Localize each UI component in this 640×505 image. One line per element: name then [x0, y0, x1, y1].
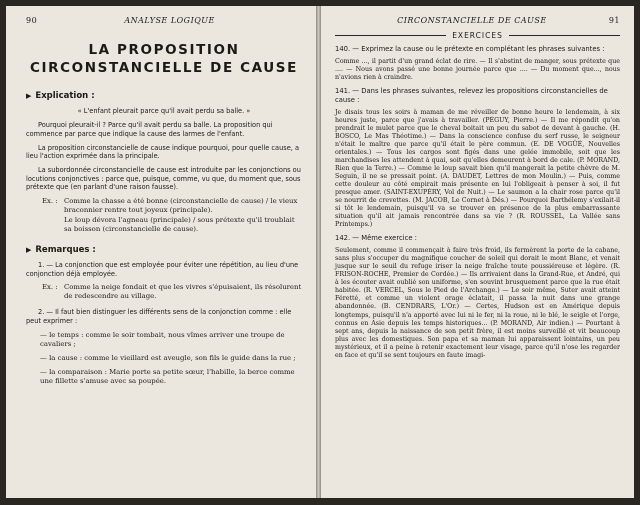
remarque-2: 2. — Il faut bien distinguer les différents sens de la conjonction comme : elle peut exprimer : — [26, 308, 292, 325]
title-line-2: CIRCONSTANCIELLE DE CAUSE — [30, 60, 298, 77]
divider — [509, 35, 620, 36]
exercise-141-text: Je disais tous les soirs à maman de me réveiller de bonne heure le lendemain, à six heures juste, parce que j'avais à travailler. (PÉGUY, Pierre.) — Il me répondit qu'on prendrait le mulet parce que le cheval boitait un peu du sabot de devant à gauche. (H. BOSCO, Le Mas Théotime.) — Dans la conscience confuse du serf russe, le seigneur n'était le maître que parce qu'il était le père commun. (E. DE VOGÜÉ, Nouvelles orientales.) — Tous les cargos sont figés dans une gelée immobile, soit que les marchandises les attendent à quai, soit qu'elles demeurent à bord de cale. (P. MORAND, Rien que la Terre.) — Comme le loup savait bien qu'il mangerait la petite chèvre de M. Seguin, il ne se pressait point. (A. DAUDET, Lettres de mon Moulin.) — Puis, comme cette douleur au côté empirait mais présente en lui l'obligeait à penser à soi, il fut presque amer. (SAINT-EXUPÉRY, Vol de Nuit.) — Le saumon a la chair rose parce qu'il se nourrit de crevettes. (M. JACOB, Le Cornet à Dés.) — Pourquoi Barthélemy s'exilait-il si tôt le lendemain, puisqu'il va se trouver en présence de la plus embarrassante situation qu'il ait jamais rencontrée dans sa vie ? (R. ROUSSEL, La Vallée sans Printemps.) — [335, 108, 620, 229]
quote-line-2: Pourquoi pleurait-il ? Parce qu'il avait perdu sa balle. La proposition qui commence par parce que indique la cause des larmes de l'enfant. — [26, 121, 273, 138]
example-1 — [42, 197, 302, 235]
triangle-bullet-icon: ▶ — [26, 245, 32, 254]
title-line-1: LA PROPOSITION — [88, 42, 240, 58]
right-header — [335, 16, 620, 25]
example-1-line-2: Le loup dévora l'agneau (principale) / sous prétexte qu'il troublait sa boisson (circonstancielle de cause). — [64, 216, 295, 233]
remarque-1: 1. — La conjonction que est employée pour éviter une répétition, au lieu d'une conjonction déjà employée. — [26, 260, 299, 278]
exercise-141-title: 141. — Dans les phrases suivantes, relevez les propositions circonstancielles de cause : — [335, 86, 608, 104]
exercise-140-title: 140. — Exprimez la cause ou le prétexte en complétant les phrases suivantes : — [335, 45, 605, 53]
divider — [335, 35, 446, 36]
exercise-142-text: Seulement, comme il commençait à faire très froid, ils fermèrent la porte de la cabane, sans plus s'occuper du magnifique coucher de soleil qui dorait le mont Blanc, et venait jusque sur le seuil du refuge iriser la neige fraîche toute poussiéreuse et légère. (R. FRISON-ROCHE, Premier de Cordée.) — Ils arrivaient dans la Grand-Rue, et André, qui à les écouter avait oublié son uniforme, s'en souvint brusquement parce que la rue était habitée. (R. VERCEL, Sous le Pied de l'Archange.) — Le soir même, Suter avait atteint Féretté, et comme un violent orage éclatait, il passa la nuit dans une grange abandonnée. (B. CENDRARS, L'Or.) — Certes, Hudson est en Amérique depuis longtemps, puisqu'il n'a apporté avec lui ni le fer, ni la roue, ni le blé, le seigle et l'orge, connus en Asie depuis les temps historiques... (P. MORAND, Air indien.) — Pourtant à sept ans, depuis la naissance de son petit frère, il est moins surveillé et vit beaucoup plus avec les domestiques. Son papa et sa maman lui apparaissent lointains, un peu mystérieux, et il a peine à retenir exactement leur visage, parce qu'il n'ose les regarder en face et qu'il se sent toujours en faute imagi- — [335, 247, 620, 359]
example-1-label: Ex. : — [42, 197, 58, 206]
exercices-heading: EXERCICES — [335, 31, 620, 40]
remarques-heading: ▶ Remarques : — [26, 244, 96, 255]
para-subordonnee: La subordonnée circonstancielle de cause est introduite par les conjonctions ou locutions conjonctives : parce que, puisque, comme, vu que, du moment que, sous prétexte que (en parlant d'une raison fausse). — [26, 165, 301, 192]
left-running-head: ANALYSE LOGIQUE — [124, 16, 215, 25]
left-page — [6, 6, 316, 498]
triangle-bullet-icon: ▶ — [26, 92, 32, 101]
right-page — [321, 6, 634, 498]
exercise-142-title: 142. — Même exercice : — [335, 234, 417, 243]
right-page-number: 91 — [608, 16, 620, 25]
example-1-line-1: Comme la chasse a été bonne (circonstancielle de cause) / le vieux braconnier rentre tout joyeux (principale). — [64, 197, 298, 215]
exercise-140-text: Comme ..., il partit d'un grand éclat de rire. — Il s'abstint de manger, sous prétexte que .... — Nous avons passé une bonne journée parce que .... — Du moment que..., nous n'avions rien à craindre. — [335, 57, 620, 81]
example-2 — [42, 283, 302, 302]
item-cause: — la cause : comme le vieillard est aveugle, son fils le guide dans la rue ; — [40, 353, 296, 362]
right-running-head: CIRCONSTANCIELLE DE CAUSE — [397, 16, 547, 25]
explication-heading: ▶ Explication : — [26, 91, 95, 102]
para-cause: La proposition circonstancielle de cause indique pourquoi, pour quelle cause, a lieu l'action exprimée dans la principale. — [26, 143, 299, 161]
page-title — [26, 41, 302, 77]
left-header — [26, 16, 302, 25]
example-2-label: Ex. : — [42, 283, 58, 292]
quote-line-1: « L'enfant pleurait parce qu'il avait perdu sa balle. » — [77, 107, 251, 116]
example-2-text: Comme la neige fondait et que les vivres s'épuisaient, ils résolurent de redescendre au village. — [64, 283, 302, 301]
item-temps: — le temps : comme le soir tombait, nous vîmes arriver une troupe de cavaliers ; — [40, 330, 285, 348]
item-comparaison: — la comparaison : Marie porte sa petite sœur, l'habille, la berce comme une fillette s'amuse avec sa poupée. — [40, 367, 295, 385]
left-page-number: 90 — [26, 16, 38, 25]
